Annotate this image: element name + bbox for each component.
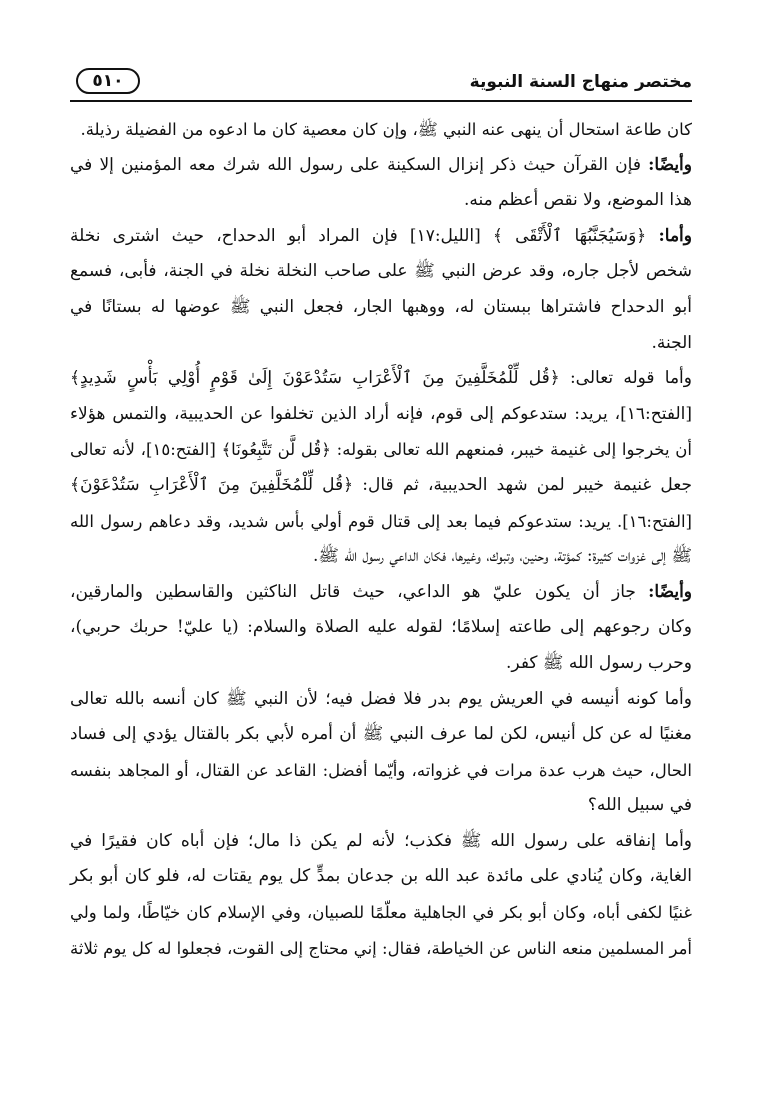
text-line: [الفتح:١٦]، يريد: ستدعوكم إلى قوم، فإنه أراد الذين تخلفوا عن الحديبية، والتمس هؤلاء	[70, 403, 692, 424]
text-line	[70, 575, 692, 611]
paragraph	[70, 112, 692, 148]
text-line: غنيًا لكفى أباه، وكان أبو بكر في الجاهلية معلّمًا للصبيان، وفي الإسلام كان خيّاطًا، ولما ولي	[70, 903, 692, 923]
line-text: جاز أن يكون عليّ هو الداعي، حيث قاتل الناكثين والقاسطين والمارقين،	[70, 581, 636, 602]
paragraph	[70, 148, 692, 219]
header-divider	[70, 100, 692, 102]
text-line	[70, 148, 692, 184]
text-line: أن يخرجوا إلى غنيمة خيبر، فمنعهم الله تعالى بقوله: ﴿قُل لَّن تَتَّبِعُونَا﴾ [الفتح:١٥]، لأنه تعالى	[70, 440, 692, 460]
text-line: وكان رجوعهم إلى طاعته إسلامًا؛ لقوله عليه الصلاة والسلام: (يا عليّ! حربك حربي)،	[70, 617, 692, 638]
paragraph-lead: وأيضًا:	[648, 581, 693, 602]
paragraph-lead: وأما:	[658, 225, 692, 246]
text-line: أمر المسلمين منعه الناس عن الخياطة، فقال: إني محتاج إلى القوت، فجعلوا له كل يوم ثلاثة	[70, 938, 692, 958]
running-header	[70, 64, 692, 104]
text-line: وأما كونه أنيسه في العريش يوم بدر فلا فضل فيه؛ لأن النبي ﷺ كان أنسه بالله تعالى	[70, 688, 692, 709]
page-number-badge: ٥١٠	[76, 68, 140, 94]
line-text: فإن القرآن حيث ذكر إنزال السكينة على رسول الله شرك معه المؤمنين إلا في	[70, 154, 641, 175]
paragraph	[70, 682, 692, 824]
text-line	[70, 219, 692, 255]
paragraph	[70, 824, 692, 966]
paragraph-lead: وأيضًا:	[648, 154, 692, 175]
paragraph	[70, 575, 692, 682]
text-line: وأما إنفاقه على رسول الله ﷺ فكذب؛ لأنه لم يكن ذا مال؛ فإن أباه كان فقيرًا في	[70, 830, 692, 851]
text-line: الغاية، وكان يُنادي على مائدة عبد الله بن جدعان بمدٍّ كل يوم يقتات له، فلو كان أبو بكر	[70, 866, 692, 887]
text-line: أبو الدحداح فاشتراها ببستان له، ووهبها الجار، فجعل النبي ﷺ عوضها له بستانًا في	[70, 296, 692, 317]
text-line: شخص لأجل جاره، وقد عرض النبي ﷺ على صاحب النخلة نخلة في الجنة، فأبى، فسمع	[70, 261, 692, 282]
paragraph	[70, 361, 692, 575]
text-line: الحال، حيث هرب عدة مرات في غزواته، وأيّما أفضل: القاعد عن القتال، أو المجاهد بنفسه	[70, 760, 692, 780]
text-line: وأما قوله تعالى: ﴿قُل لِّلْمُخَلَّفِينَ مِنَ ٱلْأَعْرَابِ سَتُدْعَوْنَ إِلَىٰ قَوْمٍ أُوْلِي بَأْسٍ شَدِيدٍ﴾	[70, 368, 692, 389]
text-line: في سبيل الله؟	[587, 795, 692, 816]
text-line: [الفتح:١٦]. يريد: ستدعوكم فيما بعد إلى قتال قوم أولي بأس شديد، وقد دعاهم رسول الله	[70, 511, 692, 531]
text-line: جعل غنيمة خيبر لمن شهد الحديبية، ثم قال: ﴿قُل لِّلْمُخَلَّفِينَ مِنَ ٱلْأَعْرَابِ سَتُدْعَوْنَ﴾	[70, 474, 692, 495]
paragraph	[70, 219, 692, 361]
text-line: كان طاعة استحال أن ينهى عنه النبي ﷺ، وإن كان معصية كان ما ادعوه من الفضيلة رذيلة.	[80, 120, 692, 139]
text-line: وحرب رسول الله ﷺ كفر.	[506, 652, 692, 673]
text-line: هذا الموضع، ولا نقص أعظم منه.	[463, 190, 692, 211]
book-title: مختصر منهاج السنة النبوية	[469, 72, 692, 92]
text-line: الجنة.	[651, 332, 692, 353]
body-text	[70, 112, 692, 966]
line-text: ﴿وَسَيُجَنَّبُهَا ٱلْأَتْقَى ﴾ [الليل:١٧] فإن المراد أبو الدحداح، حيث اشترى نخلة	[70, 225, 647, 246]
text-line: مغنيًا له عن كل أنيس، لكن لما عرف النبي ﷺ أن أمره لأبي بكر بالقتال يؤدي إلى فساد	[70, 724, 692, 745]
text-line: ﷺ إلى غزوات كثيرة: كمؤتة، وحنين، وتبوك، وغيرها، فكان الداعي رسول الله ﷺ.	[312, 546, 692, 567]
